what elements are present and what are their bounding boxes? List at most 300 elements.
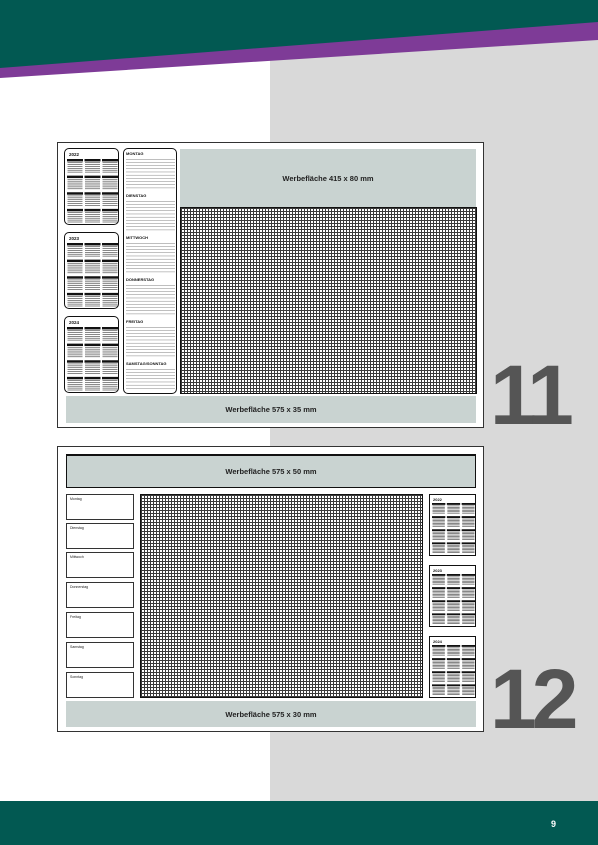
month-days-row <box>85 188 100 189</box>
month-days-row <box>447 594 459 595</box>
month-days-row <box>85 338 100 339</box>
month-days-row <box>447 511 459 512</box>
month-days-row <box>433 616 445 617</box>
month-days-row <box>447 545 459 546</box>
month-header <box>67 327 83 329</box>
day-box-sunday <box>66 672 134 698</box>
month-days-row <box>447 609 459 610</box>
month-days-row <box>103 201 118 202</box>
month-days-row <box>68 347 83 348</box>
month-days-row <box>462 526 474 527</box>
month-days-row <box>447 520 459 521</box>
month-days-row <box>462 506 474 507</box>
month-days-row <box>103 349 118 350</box>
month-days-row <box>103 187 118 188</box>
month-days-row <box>103 162 118 163</box>
calendar-panel-2023 <box>64 232 119 309</box>
month-days-row <box>103 166 118 167</box>
weekday-lines <box>126 159 175 190</box>
month-days-row <box>462 648 474 649</box>
month-days-row <box>462 607 474 608</box>
month-days-row <box>433 688 445 689</box>
month-days-row <box>68 196 83 197</box>
month-days-row <box>68 281 83 282</box>
month-days-row <box>103 340 118 341</box>
month-header <box>432 600 445 602</box>
month-days-row <box>103 263 118 264</box>
month-days-row <box>447 664 459 665</box>
month-days-row <box>447 591 459 592</box>
month-header <box>447 658 460 660</box>
month-header <box>85 344 101 346</box>
month-days-row <box>433 604 445 605</box>
month-days-row <box>68 336 83 337</box>
month-days-row <box>68 269 83 270</box>
calendar-year: 2023 <box>69 236 80 241</box>
month-days-row <box>462 523 474 524</box>
month-days-row <box>447 595 459 596</box>
month-header <box>462 645 475 647</box>
month-days-row <box>462 539 474 540</box>
month-days-row <box>85 289 100 290</box>
month-days-row <box>68 300 83 301</box>
month-days-row <box>433 513 445 514</box>
month-days-row <box>103 254 118 255</box>
grid-notepad <box>140 494 423 698</box>
month-days-row <box>68 218 83 219</box>
month-days-row <box>462 653 474 654</box>
month-days-row <box>68 302 83 303</box>
month-days-row <box>68 287 83 288</box>
month-header <box>67 360 83 362</box>
month-days-row <box>103 269 118 270</box>
month-days-row <box>447 579 459 580</box>
month-days-row <box>103 338 118 339</box>
month-header <box>102 176 118 178</box>
month-days-row <box>462 649 474 650</box>
month-days-row <box>462 577 474 578</box>
month-days-row <box>68 222 83 223</box>
month-days-row <box>103 222 118 223</box>
grid-notepad <box>180 207 477 394</box>
month-days-row <box>68 265 83 266</box>
month-days-row <box>433 620 445 621</box>
month-days-row <box>103 250 118 251</box>
month-days-row <box>462 609 474 610</box>
month-header <box>432 684 445 686</box>
month-days-row <box>433 524 445 525</box>
month-days-row <box>447 519 459 520</box>
month-header <box>102 377 118 379</box>
month-days-row <box>68 390 83 391</box>
month-days-row <box>85 222 100 223</box>
month-days-row <box>85 306 100 307</box>
month-days-row <box>68 212 83 213</box>
month-header <box>67 243 83 245</box>
month-days-row <box>85 280 100 281</box>
month-days-row <box>68 168 83 169</box>
month-days-row <box>85 373 100 374</box>
month-days-row <box>433 653 445 654</box>
month-days-row <box>433 655 445 656</box>
month-days-row <box>68 388 83 389</box>
month-days-row <box>433 520 445 521</box>
month-days-row <box>68 201 83 202</box>
month-days-row <box>433 652 445 653</box>
month-days-row <box>68 369 83 370</box>
month-days-row <box>85 166 100 167</box>
month-days-row <box>433 617 445 618</box>
month-days-row <box>103 267 118 268</box>
month-header <box>447 503 460 505</box>
month-days-row <box>462 687 474 688</box>
month-days-row <box>68 172 83 173</box>
month-days-row <box>103 384 118 385</box>
month-days-row <box>447 546 459 547</box>
month-days-row <box>433 506 445 507</box>
month-header <box>432 503 445 505</box>
month-days-row <box>447 610 459 611</box>
month-days-row <box>447 522 459 523</box>
month-days-row <box>68 272 83 273</box>
month-days-row <box>85 216 100 217</box>
month-days-row <box>103 298 118 299</box>
month-header <box>67 209 83 211</box>
month-days-row <box>447 681 459 682</box>
calendar-panel-2023 <box>429 565 476 627</box>
month-days-row <box>462 606 474 607</box>
month-days-row <box>433 681 445 682</box>
month-days-row <box>433 693 445 694</box>
month-days-row <box>68 187 83 188</box>
month-days-row <box>68 263 83 264</box>
month-header <box>432 529 445 531</box>
month-header <box>447 671 460 673</box>
month-days-row <box>68 203 83 204</box>
month-days-row <box>103 199 118 200</box>
month-days-row <box>103 371 118 372</box>
month-days-row <box>462 519 474 520</box>
month-header <box>102 344 118 346</box>
month-days-row <box>447 581 459 582</box>
month-days-row <box>447 506 459 507</box>
month-days-row <box>447 533 459 534</box>
month-days-row <box>85 250 100 251</box>
month-days-row <box>85 179 100 180</box>
month-days-row <box>462 536 474 537</box>
month-days-row <box>85 296 100 297</box>
calendar-year: 2024 <box>69 320 80 325</box>
month-days-row <box>103 188 118 189</box>
month-days-row <box>462 579 474 580</box>
month-header <box>102 159 118 161</box>
month-days-row <box>85 285 100 286</box>
month-days-row <box>103 289 118 290</box>
month-header <box>447 574 460 576</box>
month-days-row <box>68 289 83 290</box>
month-days-row <box>85 384 100 385</box>
month-days-row <box>103 220 118 221</box>
month-days-row <box>433 666 445 667</box>
month-days-row <box>447 551 459 552</box>
calendar-panel-2024 <box>64 316 119 393</box>
month-header <box>462 587 475 589</box>
month-days-row <box>462 668 474 669</box>
calendar-months <box>432 645 475 696</box>
month-header <box>462 574 475 576</box>
month-days-row <box>462 691 474 692</box>
month-days-row <box>85 164 100 165</box>
month-days-row <box>103 216 118 217</box>
month-days-row <box>433 578 445 579</box>
month-days-row <box>433 674 445 675</box>
month-days-row <box>462 666 474 667</box>
month-header <box>67 192 83 194</box>
month-days-row <box>68 181 83 182</box>
month-days-row <box>103 334 118 335</box>
month-header <box>67 276 83 278</box>
month-days-row <box>433 623 445 624</box>
month-header <box>102 327 118 329</box>
month-days-row <box>462 582 474 583</box>
month-days-row <box>85 388 100 389</box>
weekday-label-thursday: DONNERSTAG <box>126 277 155 282</box>
month-days-row <box>462 595 474 596</box>
month-days-row <box>447 532 459 533</box>
month-days-row <box>462 603 474 604</box>
month-days-row <box>103 353 118 354</box>
month-days-row <box>85 353 100 354</box>
month-days-row <box>103 218 118 219</box>
month-header <box>67 159 83 161</box>
page-number: 9 <box>550 819 556 829</box>
month-days-row <box>433 677 445 678</box>
month-days-row <box>447 650 459 651</box>
month-days-row <box>103 356 118 357</box>
month-days-row <box>103 332 118 333</box>
month-days-row <box>85 256 100 257</box>
month-days-row <box>447 604 459 605</box>
month-days-row <box>103 205 118 206</box>
month-header <box>432 587 445 589</box>
month-days-row <box>85 272 100 273</box>
month-header <box>85 192 101 194</box>
month-days-row <box>447 539 459 540</box>
month-days-row <box>68 170 83 171</box>
month-days-row <box>447 523 459 524</box>
month-header <box>447 529 460 531</box>
month-days-row <box>433 590 445 591</box>
month-days-row <box>447 584 459 585</box>
month-days-row <box>103 386 118 387</box>
month-days-row <box>103 265 118 266</box>
month-days-row <box>85 187 100 188</box>
month-days-row <box>462 678 474 679</box>
month-days-row <box>68 214 83 215</box>
month-days-row <box>68 306 83 307</box>
month-days-row <box>433 650 445 651</box>
calendar-months <box>432 503 475 554</box>
month-days-row <box>462 690 474 691</box>
month-days-row <box>462 522 474 523</box>
month-days-row <box>68 332 83 333</box>
day-box-label: Montag <box>70 497 82 501</box>
month-days-row <box>68 364 83 365</box>
month-header <box>462 684 475 686</box>
month-days-row <box>103 351 118 352</box>
month-days-row <box>447 678 459 679</box>
month-header <box>432 658 445 660</box>
month-days-row <box>462 623 474 624</box>
month-days-row <box>103 373 118 374</box>
month-days-row <box>85 355 100 356</box>
month-days-row <box>103 306 118 307</box>
month-days-row <box>462 524 474 525</box>
month-header <box>67 344 83 346</box>
month-header <box>447 613 460 615</box>
month-days-row <box>447 648 459 649</box>
month-days-row <box>85 254 100 255</box>
month-days-row <box>68 382 83 383</box>
month-days-row <box>462 620 474 621</box>
month-days-row <box>103 285 118 286</box>
day-box-label: Sonntag <box>70 675 84 679</box>
month-header <box>447 645 460 647</box>
month-days-row <box>433 523 445 524</box>
month-days-row <box>68 353 83 354</box>
month-days-row <box>462 694 474 695</box>
month-days-row <box>462 650 474 651</box>
month-days-row <box>68 183 83 184</box>
month-days-row <box>103 256 118 257</box>
month-days-row <box>462 549 474 550</box>
product-11-card <box>57 142 484 428</box>
month-days-row <box>103 181 118 182</box>
month-days-row <box>447 680 459 681</box>
month-days-row <box>68 246 83 247</box>
month-days-row <box>68 330 83 331</box>
month-days-row <box>433 532 445 533</box>
month-days-row <box>85 196 100 197</box>
weekday-label-tuesday: DIENSTAG <box>126 193 147 198</box>
day-box-label: Freitag <box>70 615 81 619</box>
product-12-card <box>57 446 484 732</box>
product-number-12: 12 <box>490 652 574 746</box>
month-days-row <box>433 603 445 604</box>
month-days-row <box>433 594 445 595</box>
month-days-row <box>462 513 474 514</box>
month-days-row <box>433 522 445 523</box>
month-days-row <box>103 252 118 253</box>
month-days-row <box>462 604 474 605</box>
month-days-row <box>68 283 83 284</box>
month-days-row <box>447 536 459 537</box>
month-days-row <box>85 390 100 391</box>
month-days-row <box>447 665 459 666</box>
month-header <box>432 516 445 518</box>
month-days-row <box>447 607 459 608</box>
month-header <box>102 260 118 262</box>
month-days-row <box>433 548 445 549</box>
month-days-row <box>68 356 83 357</box>
month-days-row <box>68 371 83 372</box>
month-days-row <box>462 652 474 653</box>
month-days-row <box>462 693 474 694</box>
month-header <box>85 209 101 211</box>
month-days-row <box>85 263 100 264</box>
month-days-row <box>462 680 474 681</box>
month-days-row <box>433 665 445 666</box>
month-days-row <box>85 386 100 387</box>
month-days-row <box>68 256 83 257</box>
month-days-row <box>103 203 118 204</box>
month-days-row <box>462 675 474 676</box>
month-days-row <box>103 246 118 247</box>
month-days-row <box>68 280 83 281</box>
calendar-months <box>67 159 118 224</box>
day-box-label: Mittwoch <box>70 555 84 559</box>
month-days-row <box>433 606 445 607</box>
month-days-row <box>85 212 100 213</box>
month-days-row <box>85 369 100 370</box>
month-days-row <box>85 183 100 184</box>
month-days-row <box>447 526 459 527</box>
month-days-row <box>103 197 118 198</box>
month-days-row <box>85 300 100 301</box>
month-days-row <box>433 662 445 663</box>
month-days-row <box>68 188 83 189</box>
calendar-year: 2022 <box>69 152 80 157</box>
month-days-row <box>447 688 459 689</box>
month-header <box>67 260 83 262</box>
month-days-row <box>103 280 118 281</box>
footer-band <box>0 801 598 845</box>
month-days-row <box>433 545 445 546</box>
month-days-row <box>462 552 474 553</box>
month-days-row <box>68 185 83 186</box>
month-header <box>67 293 83 295</box>
month-days-row <box>103 296 118 297</box>
month-days-row <box>68 386 83 387</box>
month-days-row <box>103 185 118 186</box>
month-days-row <box>447 661 459 662</box>
month-days-row <box>462 619 474 620</box>
month-header <box>462 516 475 518</box>
month-header <box>432 645 445 647</box>
month-days-row <box>447 538 459 539</box>
month-days-row <box>433 549 445 550</box>
month-header <box>85 276 101 278</box>
month-days-row <box>103 168 118 169</box>
month-days-row <box>85 218 100 219</box>
month-days-row <box>85 356 100 357</box>
month-days-row <box>85 371 100 372</box>
month-days-row <box>68 271 83 272</box>
month-days-row <box>85 265 100 266</box>
month-header <box>447 587 460 589</box>
month-days-row <box>85 199 100 200</box>
month-days-row <box>85 162 100 163</box>
month-days-row <box>447 593 459 594</box>
ad-space-top: Werbefläche 575 x 50 mm <box>66 454 476 488</box>
month-days-row <box>447 616 459 617</box>
month-header <box>432 542 445 544</box>
month-days-row <box>447 693 459 694</box>
month-days-row <box>433 538 445 539</box>
month-days-row <box>447 622 459 623</box>
month-days-row <box>68 355 83 356</box>
month-header <box>85 293 101 295</box>
